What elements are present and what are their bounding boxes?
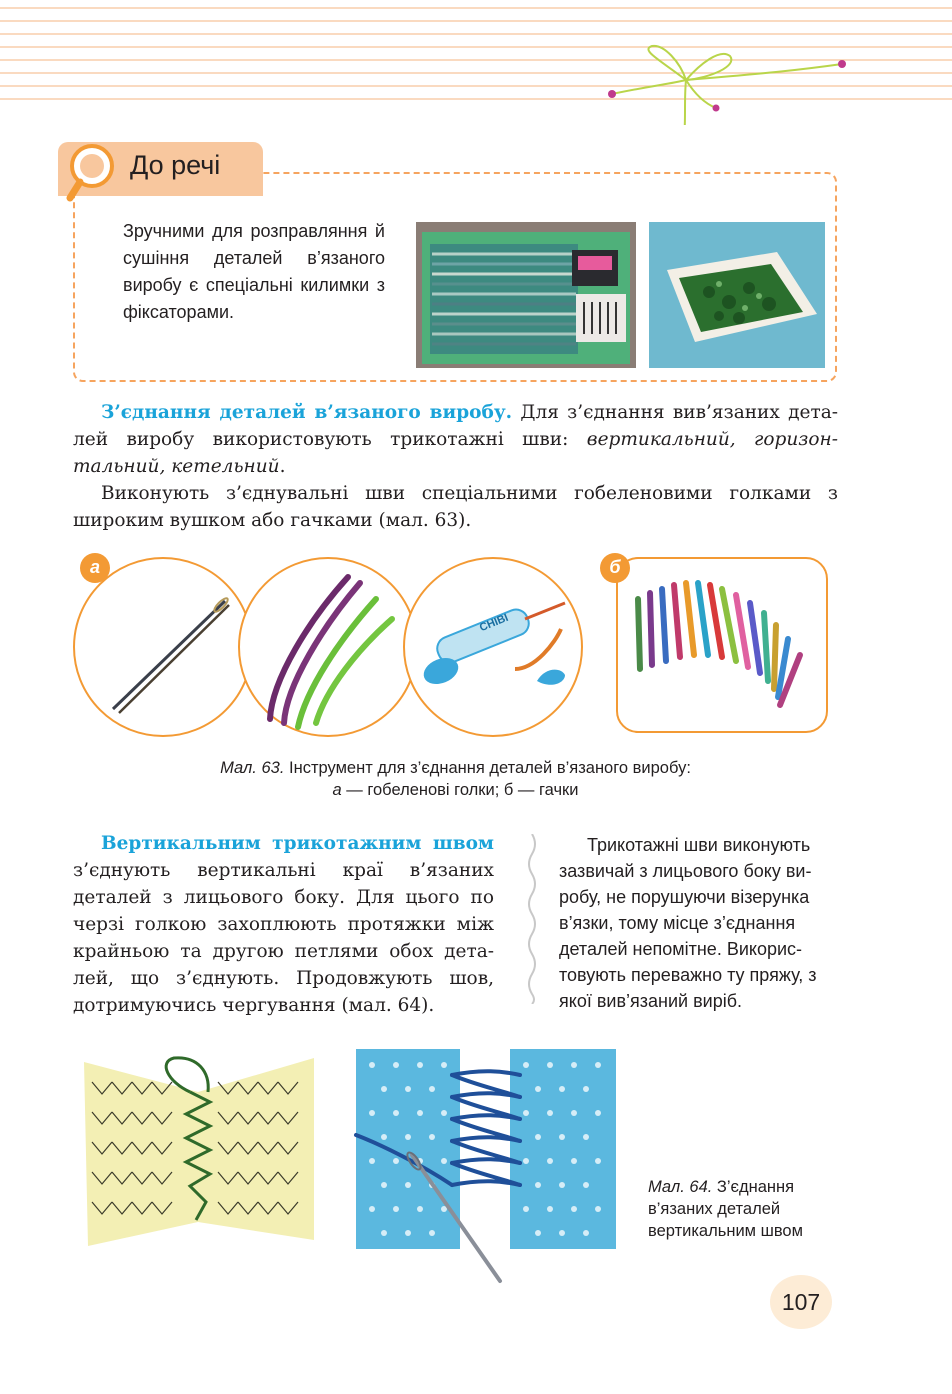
vertical-seam-paragraph — [73, 830, 494, 1019]
fig64-caption-label: Мал. 64. — [648, 1178, 713, 1196]
needle-circle-2 — [238, 557, 418, 737]
section-paragraph-2: Виконують з’єднувальні шви спеціальними гобеленовими голками з широким вушком або гачками (мал. 63). — [73, 483, 838, 531]
vertical-seam-text: з’єднують вертикальні краї в’язаних деталей з лицьового боку. Для цього по черзі голкою захоплюють протяжки між крайньою та другою петлями обох деталей, що з’єднують. Продовжують шов, дотримуючись чергування (мал. 64). — [73, 860, 494, 1016]
figure-badge-a: а — [80, 553, 110, 583]
page-number: 107 — [770, 1275, 832, 1329]
needle-circle-3 — [403, 557, 583, 737]
did-you-know-text: Зручними для розправляння й сушіння деталей в’язаного виробу є спеціальні килимки з фіксаторами. — [123, 221, 385, 322]
fig63-caption-label: Мал. 63. — [220, 759, 285, 777]
section-heading: З’єднання деталей в’язаного виробу. — [101, 402, 513, 423]
needle-case-icon — [405, 559, 581, 735]
fig64-caption-text: З’єднання в’язаних деталей вертикальним швом — [648, 1178, 803, 1240]
crochet-hooks-frame — [616, 557, 828, 733]
section-paragraph-1 — [73, 399, 838, 480]
knit-seam-illustration-yellow — [78, 1052, 320, 1248]
plastic-needles-icon — [240, 559, 416, 735]
vertical-seam-heading: Вертикальним трикотажним швом — [101, 833, 494, 854]
header-lines-decoration — [0, 0, 952, 125]
wavy-divider — [522, 834, 542, 1004]
seam-types: вертикальний, горизонтальний, кетельний — [73, 429, 838, 477]
figure-64-caption — [648, 1176, 848, 1242]
para1-start: Для з’єднання вив’язаних деталей виробу використовують трикотажні шви: — [73, 402, 838, 450]
para1-end: . — [279, 456, 286, 477]
needle-brand-label: CHIBI — [477, 611, 511, 635]
magnifier-icon — [60, 140, 122, 202]
figure-63-caption — [73, 757, 838, 801]
figure-badge-b: б — [600, 553, 630, 583]
fig63-caption-a-text: — гобеленові голки; б — гачки — [341, 781, 579, 799]
side-note: Трикотажні шви виконують зазвичай з лицьового боку виробу, не порушуючи візерунка в’язки, тому місце з’єднання деталей непомітне. Використовують переважно ту пряжу, з якої вив’язаний виріб. — [559, 835, 817, 1011]
crochet-hooks-icon — [618, 559, 826, 731]
did-you-know-title: До речі — [130, 150, 221, 180]
needle-circle-1 — [73, 557, 253, 737]
tapestry-needles-icon — [75, 559, 251, 735]
fig63-caption-text: Інструмент для з’єднання деталей в’язаного виробу: — [284, 759, 691, 777]
knit-seam-illustration-blue — [352, 1045, 620, 1285]
fig63-caption-a: а — [332, 781, 342, 799]
blocking-mat-photo — [416, 222, 636, 368]
blocking-frame-photo — [649, 222, 825, 368]
